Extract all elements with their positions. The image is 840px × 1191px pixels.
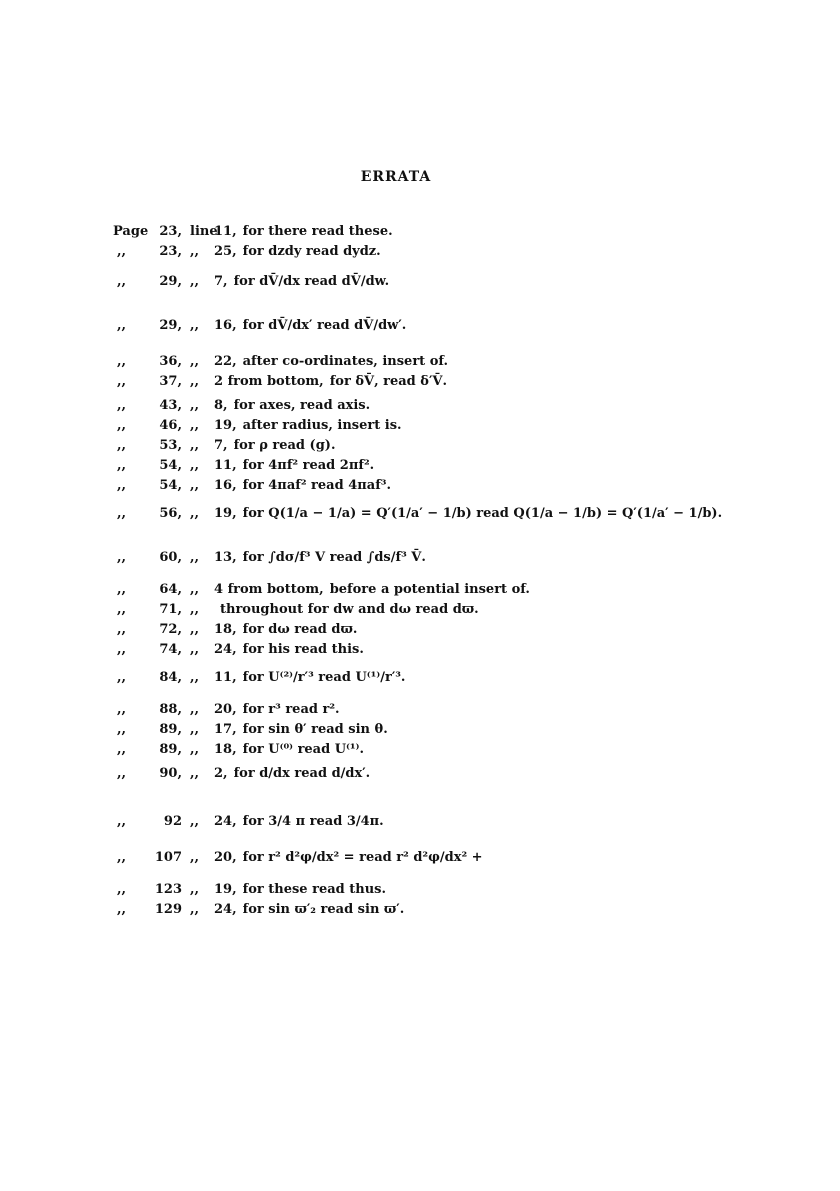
errata-row bbox=[0, 880, 840, 900]
page-title: ERRATA bbox=[360, 169, 432, 185]
line-number: 20, bbox=[214, 702, 237, 717]
ditto-mark: ,, bbox=[190, 814, 200, 829]
ditto-mark: ,, bbox=[117, 702, 127, 717]
ditto-mark: ,, bbox=[117, 506, 127, 521]
correction-text: for 3/4 π read 3/4π. bbox=[242, 814, 384, 829]
ditto-mark: ,, bbox=[190, 642, 200, 657]
line-number: 19, bbox=[214, 418, 237, 433]
line-number: 25, bbox=[214, 244, 237, 259]
correction-text: for U⁽⁰⁾ read U⁽¹⁾. bbox=[242, 742, 365, 757]
correction-text: for dzdy read dydz. bbox=[242, 244, 381, 259]
correction-text: for r² d²φ/dx² = read r² d²φ/dx² + bbox=[242, 850, 483, 865]
ditto-mark: ,, bbox=[190, 882, 200, 897]
line-number: 19, bbox=[214, 882, 237, 897]
correction-text: for his read this. bbox=[242, 642, 364, 657]
ditto-mark: ,, bbox=[117, 274, 127, 289]
line-number: 24, bbox=[214, 814, 237, 829]
page-number: 129 bbox=[154, 902, 182, 917]
line-number: 8, bbox=[214, 398, 228, 413]
ditto-mark: ,, bbox=[117, 354, 127, 369]
ditto-mark: ,, bbox=[190, 602, 200, 617]
page-number: 64, bbox=[159, 582, 182, 597]
correction-text: before a potential insert of. bbox=[329, 582, 530, 597]
line-number: 13, bbox=[214, 550, 237, 565]
errata-row bbox=[0, 476, 840, 496]
page-number: 23, bbox=[159, 244, 182, 259]
errata-row bbox=[0, 700, 840, 720]
correction-text: for sin ϖ′₂ read sin ϖ′. bbox=[242, 902, 405, 917]
ditto-mark: ,, bbox=[117, 318, 127, 333]
line-number: 19, bbox=[214, 506, 237, 521]
errata-row bbox=[0, 222, 840, 242]
page-number: 23, bbox=[159, 224, 182, 239]
ditto-mark: ,, bbox=[117, 882, 127, 897]
ditto-mark: ,, bbox=[117, 374, 127, 389]
ditto-mark: ,, bbox=[117, 766, 127, 781]
page-number: 90, bbox=[159, 766, 182, 781]
ditto-mark: ,, bbox=[117, 622, 127, 637]
ditto-mark: ,, bbox=[190, 742, 200, 757]
page-number: 89, bbox=[159, 722, 182, 737]
ditto-mark: ,, bbox=[117, 814, 127, 829]
correction-text: for dV̄/dx read dV̄/dw. bbox=[233, 274, 390, 289]
page-number: 84, bbox=[159, 670, 182, 685]
correction-text: for ∫dσ/f³ V read ∫ds/f³ V̄. bbox=[242, 550, 426, 565]
errata-row bbox=[0, 812, 840, 832]
errata-row bbox=[0, 600, 840, 620]
ditto-mark: ,, bbox=[190, 438, 200, 453]
page-number: 72, bbox=[159, 622, 182, 637]
page-number: 60, bbox=[159, 550, 182, 565]
ditto-mark: ,, bbox=[190, 722, 200, 737]
page-number: 37, bbox=[159, 374, 182, 389]
ditto-mark: ,, bbox=[117, 670, 127, 685]
page-number: 89, bbox=[159, 742, 182, 757]
line-label: line bbox=[190, 224, 218, 239]
correction-text: for these read thus. bbox=[242, 882, 387, 897]
correction-text: for r³ read r². bbox=[242, 702, 340, 717]
correction-text: for dω read dϖ. bbox=[242, 622, 358, 637]
page-number: 74, bbox=[159, 642, 182, 657]
ditto-mark: ,, bbox=[117, 642, 127, 657]
errata-row bbox=[0, 352, 840, 372]
line-number: 24, bbox=[214, 902, 237, 917]
correction-text: for dV̄/dx′ read dV̄/dw′. bbox=[242, 318, 407, 333]
correction-text: after co-ordinates, insert of. bbox=[242, 354, 449, 369]
page-number: 123 bbox=[154, 882, 182, 897]
ditto-mark: ,, bbox=[190, 550, 200, 565]
line-number: 17, bbox=[214, 722, 237, 737]
ditto-mark: ,, bbox=[117, 458, 127, 473]
page-number: 54, bbox=[159, 478, 182, 493]
line-number: 7, bbox=[214, 274, 228, 289]
ditto-mark: ,, bbox=[190, 582, 200, 597]
line-number: 2 from bottom, bbox=[214, 374, 324, 389]
ditto-mark: ,, bbox=[117, 582, 127, 597]
errata-row bbox=[0, 764, 840, 784]
correction-text: for 4πf² read 2πf². bbox=[242, 458, 375, 473]
correction-text: for δV̄, read δ′V̄. bbox=[329, 374, 448, 389]
page-label: Page bbox=[113, 224, 149, 239]
page-number: 29, bbox=[159, 274, 182, 289]
line-number: 11, bbox=[214, 224, 237, 239]
page-number: 43, bbox=[159, 398, 182, 413]
page-number: 107 bbox=[154, 850, 182, 865]
correction-text: for Q(1/a − 1/a) = Q′(1/a′ − 1/b) read Q(1/a − 1/b) = Q′(1/a′ − 1/b). bbox=[242, 506, 723, 521]
line-number: 11, bbox=[214, 670, 237, 685]
correction-text: for ρ read (g). bbox=[233, 438, 336, 453]
line-number: 16, bbox=[214, 318, 237, 333]
errata-row bbox=[0, 372, 840, 392]
errata-row bbox=[0, 900, 840, 920]
ditto-mark: ,, bbox=[190, 902, 200, 917]
correction-text: after radius, insert is. bbox=[242, 418, 402, 433]
errata-row bbox=[0, 848, 840, 868]
ditto-mark: ,, bbox=[117, 850, 127, 865]
ditto-mark: ,, bbox=[190, 670, 200, 685]
ditto-mark: ,, bbox=[190, 418, 200, 433]
errata-row bbox=[0, 580, 840, 600]
correction-text: for U⁽²⁾/r′³ read U⁽¹⁾/r′³. bbox=[242, 670, 406, 685]
errata-row bbox=[0, 416, 840, 436]
ditto-mark: ,, bbox=[190, 354, 200, 369]
ditto-mark: ,, bbox=[117, 244, 127, 259]
ditto-mark: ,, bbox=[117, 602, 127, 617]
ditto-mark: ,, bbox=[117, 550, 127, 565]
correction-text: for sin θ′ read sin θ. bbox=[242, 722, 388, 737]
ditto-mark: ,, bbox=[190, 766, 200, 781]
page-number: 53, bbox=[159, 438, 182, 453]
correction-text: for 4πaf² read 4πaf³. bbox=[242, 478, 392, 493]
ditto-mark: ,, bbox=[117, 478, 127, 493]
errata-row bbox=[0, 272, 840, 292]
ditto-mark: ,, bbox=[190, 850, 200, 865]
errata-row bbox=[0, 620, 840, 640]
ditto-mark: ,, bbox=[117, 398, 127, 413]
page-number: 56, bbox=[159, 506, 182, 521]
ditto-mark: ,, bbox=[190, 622, 200, 637]
page-number: 92 bbox=[163, 814, 182, 829]
page-number: 71, bbox=[159, 602, 182, 617]
errata-row bbox=[0, 504, 840, 524]
correction-text: for axes, read axis. bbox=[233, 398, 371, 413]
errata-row bbox=[0, 396, 840, 416]
ditto-mark: ,, bbox=[117, 418, 127, 433]
line-number: 7, bbox=[214, 438, 228, 453]
errata-row bbox=[0, 720, 840, 740]
ditto-mark: ,, bbox=[190, 374, 200, 389]
errata-row bbox=[0, 316, 840, 336]
page-number: 46, bbox=[159, 418, 182, 433]
errata-row bbox=[0, 242, 840, 262]
ditto-mark: ,, bbox=[190, 506, 200, 521]
errata-row bbox=[0, 436, 840, 456]
ditto-mark: ,, bbox=[117, 438, 127, 453]
line-number: 18, bbox=[214, 622, 237, 637]
ditto-mark: ,, bbox=[190, 478, 200, 493]
line-number: 20, bbox=[214, 850, 237, 865]
ditto-mark: ,, bbox=[190, 244, 200, 259]
page-number: 54, bbox=[159, 458, 182, 473]
errata-row bbox=[0, 548, 840, 568]
ditto-mark: ,, bbox=[117, 722, 127, 737]
correction-text: throughout for dw and dω read dϖ. bbox=[220, 602, 479, 617]
line-number: 11, bbox=[214, 458, 237, 473]
correction-text: for d/dx read d/dx′. bbox=[233, 766, 371, 781]
errata-row bbox=[0, 640, 840, 660]
ditto-mark: ,, bbox=[117, 902, 127, 917]
errata-row bbox=[0, 668, 840, 688]
ditto-mark: ,, bbox=[190, 318, 200, 333]
line-number: 18, bbox=[214, 742, 237, 757]
correction-text: for there read these. bbox=[242, 224, 393, 239]
ditto-mark: ,, bbox=[190, 702, 200, 717]
line-number: 4 from bottom, bbox=[214, 582, 324, 597]
line-number: 16, bbox=[214, 478, 237, 493]
ditto-mark: ,, bbox=[190, 398, 200, 413]
errata-row bbox=[0, 456, 840, 476]
ditto-mark: ,, bbox=[117, 742, 127, 757]
line-number: 24, bbox=[214, 642, 237, 657]
ditto-mark: ,, bbox=[190, 458, 200, 473]
line-number: 22, bbox=[214, 354, 237, 369]
page-number: 36, bbox=[159, 354, 182, 369]
errata-row bbox=[0, 740, 840, 760]
page-number: 88, bbox=[159, 702, 182, 717]
page-number: 29, bbox=[159, 318, 182, 333]
ditto-mark: ,, bbox=[190, 274, 200, 289]
line-number: 2, bbox=[214, 766, 228, 781]
